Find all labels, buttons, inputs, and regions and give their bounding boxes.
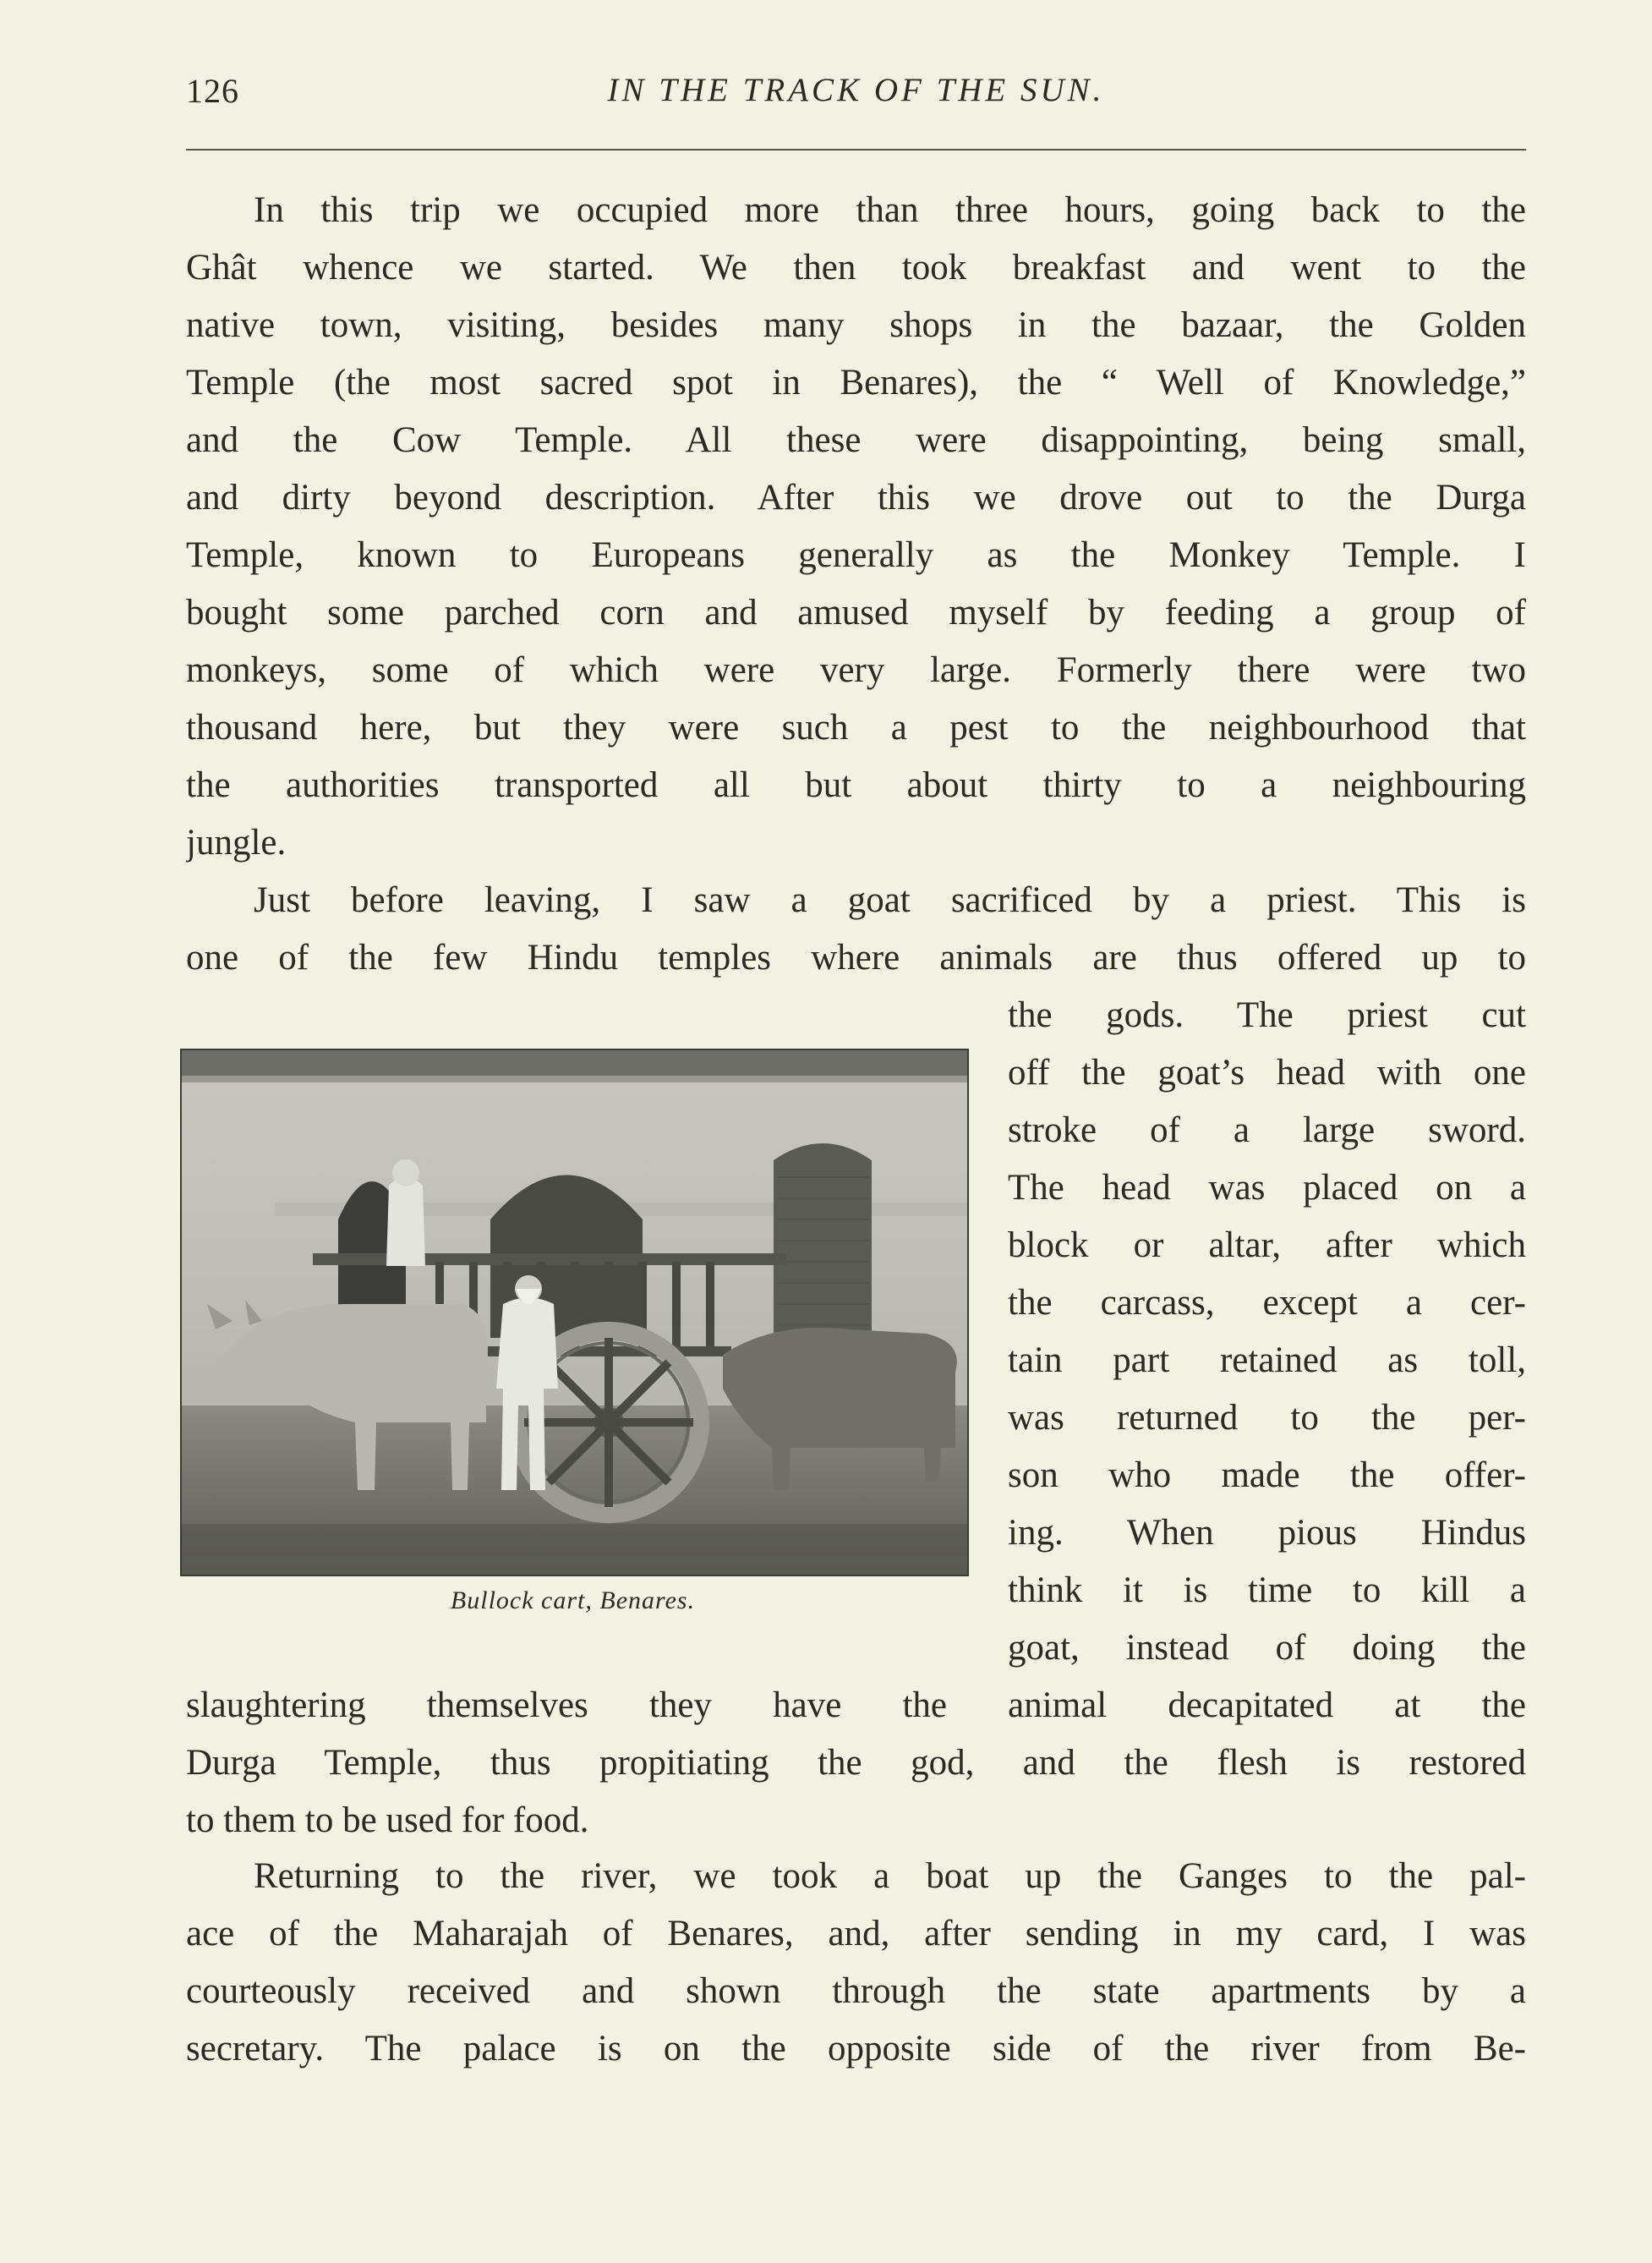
paragraph-1 [186, 182, 1526, 872]
page-number: 126 [186, 72, 239, 110]
text-line: Ghât whence we started. We then took breakfast and went to the [186, 248, 1526, 288]
text-line: courteously received and shown through the state apartments by a [186, 1971, 1526, 2011]
text-line: secretary. The palace is on the opposite side of the river from Be- [186, 2029, 1526, 2068]
text-line: to them to be used for food. [186, 1800, 589, 1840]
text-line: one of the few Hindu temples where animals are thus offered up to [186, 938, 1526, 978]
text-line: Durga Temple, thus propitiating the god, and the flesh is restored [186, 1743, 1526, 1783]
paragraph-2-start [186, 872, 1526, 987]
paragraph-2-column [1008, 987, 1526, 1677]
text-line: Just before leaving, I saw a goat sacrificed by a priest. This is [254, 880, 1526, 920]
text-line: and the Cow Temple. All these were disappointing, being small, [186, 420, 1526, 460]
text-line: jungle. [186, 823, 287, 863]
paragraph-2-end [186, 1677, 1526, 1849]
text-line: slaughtering themselves they have the animal decapitated at the [186, 1685, 1526, 1725]
text-line: native town, visiting, besides many shops in the bazaar, the Golden [186, 305, 1526, 345]
bullock-cart-photo [180, 1049, 969, 1576]
text-line: ace of the Maharajah of Benares, and, after sending in my card, I was [186, 1914, 1526, 1953]
text-line: and dirty beyond description. After this we drove out to the Durga [186, 478, 1526, 518]
text-line: the gods. The priest cut [1008, 995, 1526, 1035]
text-line: was returned to the per- [1008, 1398, 1526, 1438]
text-line: goat, instead of doing the [1008, 1628, 1526, 1668]
text-line: stroke of a large sword. [1008, 1110, 1526, 1150]
text-line: In this trip we occupied more than three hours, going back to the [254, 190, 1526, 230]
text-line: block or altar, after which [1008, 1225, 1526, 1265]
photo-illustration [182, 1050, 967, 1575]
text-line: son who made the offer- [1008, 1455, 1526, 1495]
header-rule [186, 149, 1526, 151]
text-line: off the goat’s head with one [1008, 1053, 1526, 1093]
text-line: think it is time to kill a [1008, 1570, 1526, 1610]
text-line: monkeys, some of which were very large. Formerly there were two [186, 650, 1526, 690]
text-line: bought some parched corn and amused myself by feeding a group of [186, 593, 1526, 633]
figure-caption: Bullock cart, Benares. [450, 1586, 696, 1614]
text-line: Temple, known to Europeans generally as the Monkey Temple. I [186, 535, 1526, 575]
paragraph-3 [186, 1848, 1526, 2078]
text-line: Temple (the most sacred spot in Benares), the “ Well of Knowledge,” [186, 363, 1526, 403]
text-line: ing. When pious Hindus [1008, 1513, 1526, 1553]
text-line: The head was placed on a [1008, 1168, 1526, 1208]
text-line: the authorities transported all but about thirty to a neighbouring [186, 765, 1526, 805]
running-title: IN THE TRACK OF THE SUN. [607, 72, 1105, 108]
text-line: tain part retained as toll, [1008, 1340, 1526, 1380]
text-line: thousand here, but they were such a pest to the neighbourhood that [186, 708, 1526, 748]
text-line: Returning to the river, we took a boat up the Ganges to the pal- [254, 1856, 1526, 1896]
page-header [186, 71, 1526, 118]
text-line: the carcass, except a cer- [1008, 1283, 1526, 1323]
